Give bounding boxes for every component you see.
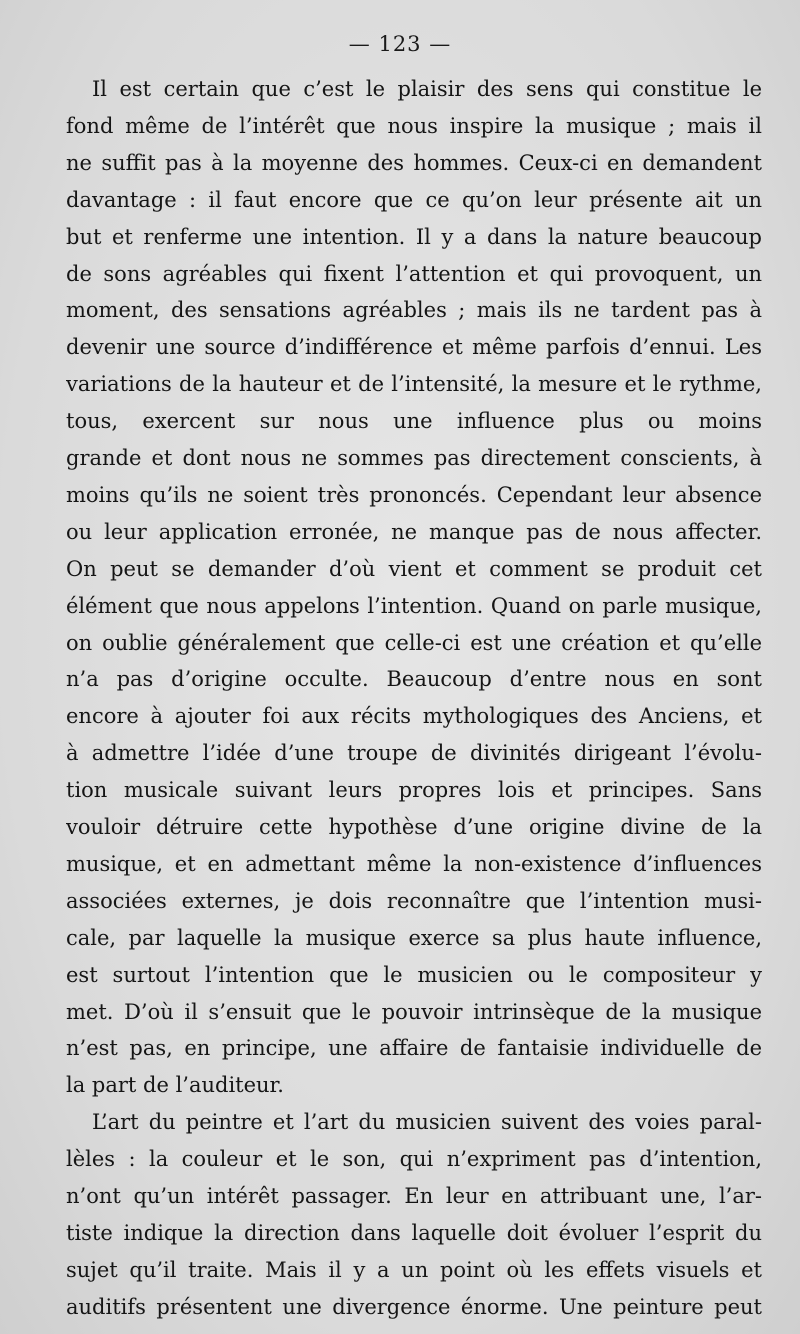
text-line: élément que nous appelons l’intention. Quand on parle musique,: [66, 593, 762, 618]
text-line: cale, par laquelle la musique exerce sa plus haute influence,: [66, 925, 762, 950]
text-line: Il est certain que c’est le plaisir des sens qui constitue le: [92, 77, 762, 101]
page-number: — 123 —: [348, 32, 452, 56]
text-line: encore à ajouter foi aux récits mythologiques des Anciens, et: [66, 704, 762, 729]
text-line: on oublie généralement que celle-ci est une création et qu’elle: [66, 630, 762, 655]
text-line: fond même de l’intérêt que nous inspire la musique ; mais il: [66, 113, 762, 138]
text-line: n’ont qu’un intérêt passager. En leur en attribuant une, l’ar-: [66, 1184, 762, 1208]
text-line: grande et dont nous ne sommes pas directement conscients, à: [66, 446, 762, 470]
text-line: moment, des sensations agréables ; mais ils ne tardent pas à: [66, 298, 762, 323]
text-line: but et renferme une intention. Il y a dans la nature beaucoup: [66, 224, 762, 249]
text-line: On peut se demander d’où vient et comment se produit cet: [66, 556, 762, 581]
text-line: variations de la hauteur et de l’intensité, la mesure et le rythme,: [66, 372, 762, 397]
text-line: lèles : la couleur et le son, qui n’expriment pas d’intention,: [66, 1147, 762, 1172]
text-line: de sons agréables qui fixent l’attention et qui provoquent, un: [66, 261, 762, 286]
text-line: associées externes, je dois reconnaître que l’intention musi-: [66, 888, 762, 913]
text-line: n’a pas d’origine occulte. Beaucoup d’entre nous en sont: [66, 667, 762, 692]
text-line: à admettre l’idée d’une troupe de divinités dirigeant l’évolu-: [66, 741, 762, 766]
text-line: musique, et en admettant même la non-existence d’influences: [66, 851, 762, 876]
text-line: moins qu’ils ne soient très prononcés. Cependant leur absence: [66, 482, 762, 507]
text-line: tiste indique la direction dans laquelle doit évoluer l’esprit du: [66, 1220, 762, 1245]
text-line: vouloir détruire cette hypothèse d’une origine divine de la: [66, 815, 762, 839]
text-line: devenir une source d’indifférence et même parfois d’ennui. Les: [66, 335, 762, 360]
text-line: davantage : il faut encore que ce qu’on leur présente ait un: [66, 187, 762, 212]
text-line: sujet qu’il traite. Mais il y a un point où les effets visuels et: [66, 1257, 762, 1282]
text-line: met. D’où il s’ensuit que le pouvoir intrinsèque de la musique: [66, 999, 762, 1024]
text-line: auditifs présentent une divergence énorme. Une peinture peut: [66, 1294, 762, 1319]
text-line: ou leur application erronée, ne manque pas de nous affecter.: [66, 519, 762, 544]
text-line: n’est pas, en principe, une affaire de fantaisie individuelle de: [66, 1036, 762, 1061]
text-line: L’art du peintre et l’art du musicien suivent des voies paral-: [92, 1110, 762, 1135]
text-line: est surtout l’intention que le musicien ou le compositeur y: [66, 962, 762, 987]
text-line: tous, exercent sur nous une influence plus ou moins: [66, 409, 762, 434]
text-line: tion musicale suivant leurs propres lois et principes. Sans: [66, 778, 762, 803]
text-line: la part de l’auditeur.: [66, 1073, 284, 1098]
text-line: ne suffit pas à la moyenne des hommes. Ceux-ci en demandent: [66, 150, 762, 175]
